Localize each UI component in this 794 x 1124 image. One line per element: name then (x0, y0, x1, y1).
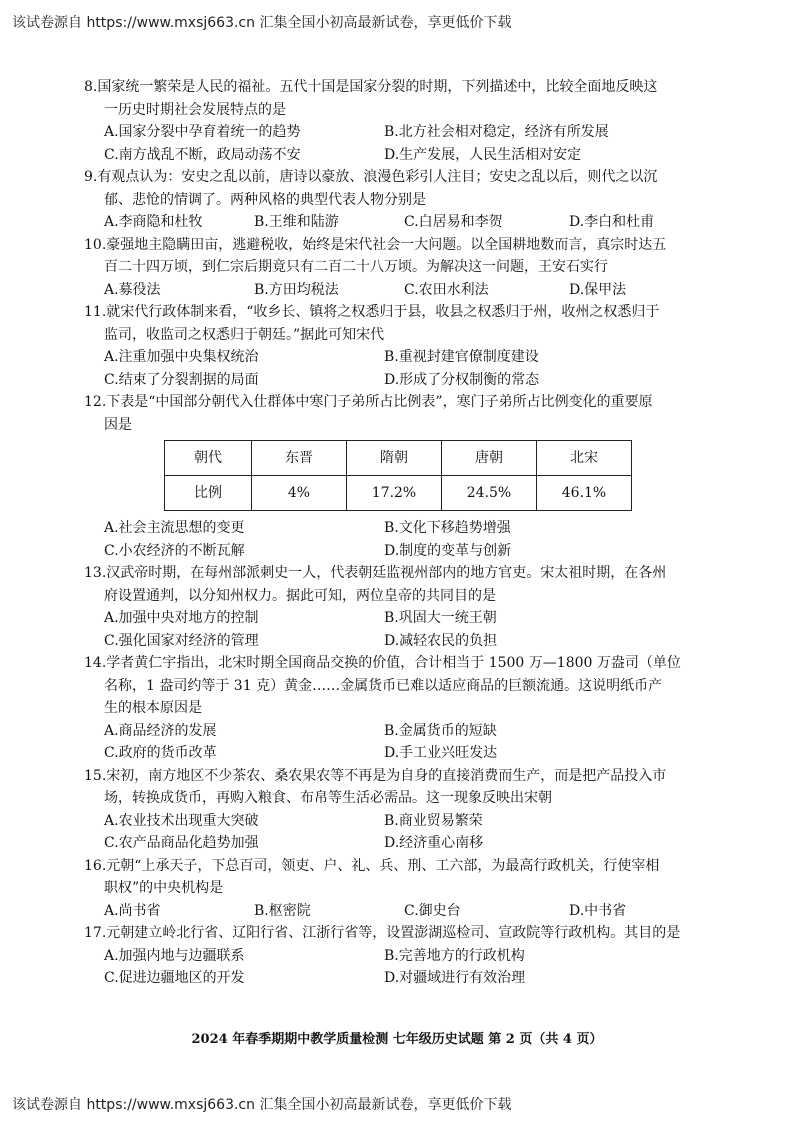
option-B: B.文化下移趋势增强 (384, 520, 511, 536)
option-A: A.加强内地与边疆联系 (104, 947, 245, 964)
option-D: D.中书省 (569, 902, 627, 919)
option-C: C.促进边疆地区的开发 (104, 970, 245, 986)
question-17 (84, 922, 724, 990)
option-A: A.注重加强中央集权统治 (104, 349, 259, 365)
stem-line: 11.就宋代行政体制来看，“收乡长、镇将之权悉归于县，收县之权悉归于州，收州之权悉归于 (84, 304, 660, 320)
options-group (84, 121, 724, 166)
option-C: C.农田水利法 (404, 281, 489, 298)
table-cell: 4% (252, 476, 347, 511)
options-group (84, 810, 724, 855)
option-B: B.王维和陆游 (254, 214, 339, 230)
table-cell: 17.2% (347, 476, 442, 511)
stem-line: 郁、悲怆的情调了。两种风格的典型代表人物分别是 (104, 191, 426, 208)
question-16 (84, 855, 724, 923)
option-A: A.募役法 (104, 281, 161, 298)
question-stem (84, 562, 724, 607)
question-stem (84, 76, 724, 121)
top-banner: 该试卷源自 https://www.mxsj663.cn 汇集全国小初高最新试卷，享更低价下载 (12, 15, 512, 31)
option-B: B.北方社会相对稳定，经济有所发展 (384, 124, 609, 140)
stem-line: 百二十四万顷，到仁宗后期竟只有二百二十八万顷。为解决这一问题，王安石实行 (104, 259, 608, 275)
option-D: D.手工业兴旺发达 (384, 745, 498, 761)
table-header-cell: 唐朝 (442, 441, 537, 476)
option-A: A.商品经济的发展 (104, 722, 217, 739)
options-group (84, 279, 724, 302)
table-cell: 24.5% (442, 476, 537, 511)
ratio-table (164, 440, 632, 511)
question-10 (84, 234, 724, 302)
option-A: A.尚书省 (104, 902, 161, 919)
options-group (84, 607, 724, 652)
stem-line: 13.汉武帝时期，在每州部派刺史一人，代表朝廷监视州部内的地方官吏。宋太祖时期，在各州 (84, 565, 667, 581)
option-C: C.小农经济的不断瓦解 (104, 542, 245, 559)
question-13 (84, 562, 724, 652)
page-footer: 2024 年春季期期中教学质量检测 七年级历史试题 第 2 页（共 4 页） (191, 1032, 603, 1047)
stem-line: 一历史时期社会发展特点的是 (104, 101, 286, 118)
option-A: A.李商隐和杜牧 (104, 214, 203, 230)
table-header-cell: 朝代 (165, 441, 252, 476)
option-D: D.经济重心南移 (384, 835, 484, 851)
question-stem (84, 166, 724, 211)
options-group (84, 945, 724, 990)
stem-line: 生的根本原因是 (104, 700, 202, 716)
options-group (84, 720, 724, 765)
stem-line: 12.下表是“中国部分朝代入仕群体中寒门子弟所占比例表”，寒门子弟所占比例变化的重要原 (84, 394, 653, 410)
option-C: C.结束了分裂割据的局面 (104, 371, 259, 388)
option-A: A.国家分裂中孕育着统一的趋势 (104, 124, 301, 140)
option-C: C.御史台 (404, 902, 461, 919)
options-group (84, 900, 724, 923)
table-header-row (165, 441, 632, 476)
option-C: C.强化国家对经济的管理 (104, 632, 259, 649)
stem-line: 名称，1 盎司约等于 31 克）黄金……金属货币已难以适应商品的巨额流通。这说明纸币产 (104, 677, 663, 694)
table-header-cell: 北宋 (537, 441, 632, 476)
option-B: B.金属货币的短缺 (384, 722, 497, 739)
options-group (84, 211, 724, 234)
options-group (84, 517, 724, 562)
option-D: D.生产发展，人民生活相对安定 (384, 146, 582, 163)
question-stem (84, 855, 724, 900)
question-stem (84, 234, 724, 279)
option-A: A.加强中央对地方的控制 (104, 610, 259, 626)
question-stem (84, 391, 724, 436)
question-15 (84, 765, 724, 855)
question-11 (84, 301, 724, 391)
option-B: B.完善地方的行政机构 (384, 947, 525, 964)
option-D: D.减轻农民的负担 (384, 632, 498, 649)
option-D: D.制度的变革与创新 (384, 542, 512, 559)
table-cell: 46.1% (537, 476, 632, 511)
question-9 (84, 166, 724, 234)
stem-line: 场，转换成货币，再购入粮食、布帛等生活必需品。这一现象反映出宋朝 (104, 790, 552, 806)
stem-line: 因是 (104, 416, 132, 433)
question-14 (84, 652, 724, 765)
option-C: C.农产品商品化趋势加强 (104, 835, 259, 851)
option-C: C.白居易和李贺 (404, 214, 503, 230)
option-B: B.商业贸易繁荣 (384, 812, 483, 829)
question-list (84, 76, 724, 990)
stem-line: 职权”的中央机构是 (104, 880, 224, 896)
question-stem (84, 765, 724, 810)
option-B: B.重视封建官僚制度建设 (384, 349, 539, 365)
option-D: D.保甲法 (569, 281, 627, 298)
table-row-label: 比例 (165, 476, 252, 511)
table-header-cell: 东晋 (252, 441, 347, 476)
option-D: D.形成了分权制衡的常态 (384, 371, 540, 388)
stem-line: 15.宋初，南方地区不少茶农、桑农果农等不再是为自身的直接消费而生产，而是把产品投入市 (84, 767, 667, 784)
stem-line: 9.有观点认为：安史之乱以前，唐诗以豪放、浪漫色彩引人注目；安史之乱以后，则代之以沉 (84, 169, 658, 185)
option-D: D.对疆域进行有效治理 (384, 970, 526, 986)
stem-line: 监司，收监司之权悉归于朝廷。”据此可知宋代 (104, 326, 385, 343)
stem-line: 8.国家统一繁荣是人民的福祉。五代十国是国家分裂的时期，下列描述中，比较全面地反映这 (84, 79, 658, 95)
stem-line: 14.学者黄仁宇指出，北宋时期全国商品交换的价值，合计相当于 1500 万—1800 万盎司（单位 (84, 655, 681, 671)
question-stem (84, 652, 724, 720)
options-group (84, 346, 724, 391)
option-B: B.巩固大一统王朝 (384, 610, 497, 626)
option-B: B.枢密院 (254, 902, 311, 919)
option-A: A.社会主流思想的变更 (104, 520, 245, 536)
option-C: C.南方战乱不断，政局动荡不安 (104, 146, 301, 163)
option-C: C.政府的货币改革 (104, 745, 217, 761)
bottom-banner: 该试卷源自 https://www.mxsj663.cn 汇集全国小初高最新试卷，享更低价下载 (12, 1097, 512, 1113)
option-B: B.方田均税法 (254, 281, 339, 298)
stem-line: 16.元朝“上承天子，下总百司，领吏、户、礼、兵、刑、工六部，为最高行政机关，行使宰相 (84, 857, 660, 874)
stem-line: 17.元朝建立岭北行省、辽阳行省、江浙行省等，设置澎湖巡检司、宣政院等行政机构。其目的是 (84, 925, 681, 941)
stem-line: 府设置通判，以分知州权力。据此可知，两位皇帝的共同目的是 (104, 587, 496, 604)
question-12 (84, 391, 724, 562)
stem-line: 10.豪强地主隐瞒田亩，逃避税收，始终是宋代社会一大问题。以全国耕地数而言，真宗时达五 (84, 236, 667, 253)
option-D: D.李白和杜甫 (569, 214, 655, 230)
table-row (165, 476, 632, 511)
option-A: A.农业技术出现重大突破 (104, 812, 259, 829)
question-stem (84, 301, 724, 346)
question-stem (84, 922, 724, 945)
question-8 (84, 76, 724, 166)
table-header-cell: 隋朝 (347, 441, 442, 476)
